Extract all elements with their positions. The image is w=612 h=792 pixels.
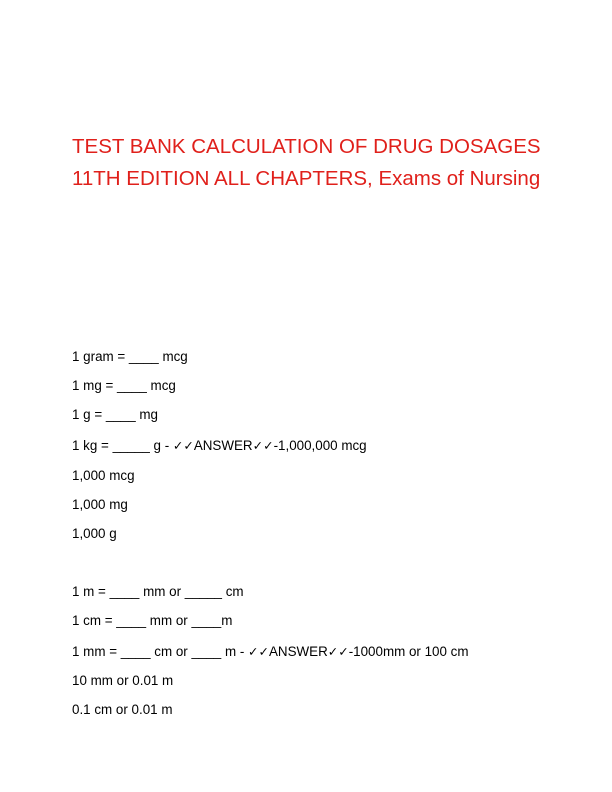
answer-text: -1000mm or 100 cm: [348, 644, 469, 659]
document-title: [72, 131, 572, 195]
title-line-2: 11TH EDITION ALL CHAPTERS, Exams of Nursing: [72, 167, 541, 190]
question-m-mm-cm: 1 m = ____ mm or _____ cm: [72, 584, 244, 599]
answer-label: ANSWER: [193, 438, 253, 453]
question-mg-mcg: 1 mg = ____ mcg: [72, 378, 176, 393]
answer-text: -1,000,000 mcg: [273, 438, 367, 453]
answer-line: 0.1 cm or 0.01 m: [72, 702, 173, 717]
answer-line: 1,000 mg: [72, 497, 128, 512]
checkmark-icon: ✓✓: [327, 644, 349, 659]
question-cm-mm-m: 1 cm = ____ mm or ____m: [72, 613, 233, 628]
question-text: 1 kg = _____ g -: [72, 438, 173, 453]
question-text: 1 mm = ____ cm or ____ m -: [72, 644, 249, 659]
question-gram-mcg: 1 gram = ____ mcg: [72, 349, 188, 364]
checkmark-icon: ✓✓: [172, 438, 194, 453]
answer-line: 10 mm or 0.01 m: [72, 673, 174, 688]
answer-line: 1,000 mcg: [72, 468, 135, 483]
answer-line: 1,000 g: [72, 526, 117, 541]
checkmark-icon: ✓✓: [248, 644, 269, 659]
checkmark-icon: ✓✓: [252, 438, 274, 453]
answer-label: ANSWER: [268, 644, 328, 659]
title-line-1: TEST BANK CALCULATION OF DRUG DOSAGES: [72, 135, 541, 158]
question-g-mg: 1 g = ____ mg: [72, 407, 158, 422]
question-mm-cm-m-with-answer: [72, 644, 469, 660]
question-kg-g-with-answer: [72, 438, 367, 454]
